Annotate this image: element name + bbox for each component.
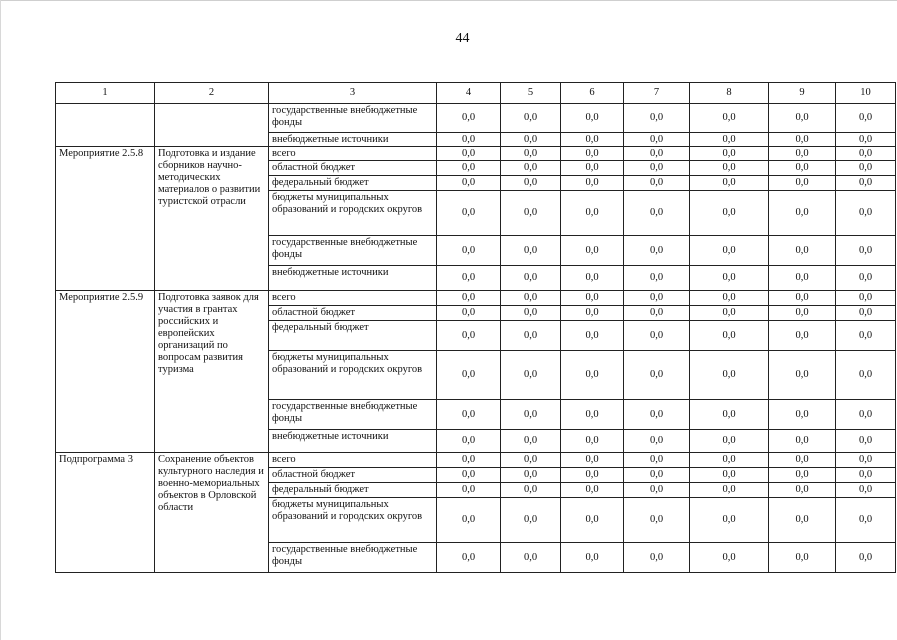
amount-cell: 0,0 [836,483,896,498]
amount-cell: 0,0 [690,104,769,133]
header-cell: 2 [155,83,269,104]
amount-cell: 0,0 [769,133,836,147]
amount-cell: 0,0 [624,104,690,133]
header-cell: 10 [836,83,896,104]
amount-cell: 0,0 [690,400,769,430]
amount-cell: 0,0 [624,291,690,306]
amount-cell: 0,0 [836,430,896,453]
amount-cell: 0,0 [836,104,896,133]
table-row [56,291,896,306]
amount-cell: 0,0 [769,453,836,468]
amount-cell: 0,0 [437,483,501,498]
amount-cell: 0,0 [437,543,501,573]
activity-description-cell [155,104,269,147]
amount-cell: 0,0 [561,176,624,191]
amount-cell: 0,0 [501,400,561,430]
amount-cell: 0,0 [501,468,561,483]
funding-source-cell: государственные внебюджетные фонды [269,236,437,266]
amount-cell: 0,0 [690,430,769,453]
amount-cell: 0,0 [690,291,769,306]
funding-source-cell: всего [269,453,437,468]
amount-cell: 0,0 [501,453,561,468]
amount-cell: 0,0 [561,306,624,321]
amount-cell: 0,0 [836,191,896,236]
funding-source-cell: федеральный бюджет [269,483,437,498]
amount-cell: 0,0 [836,453,896,468]
amount-cell: 0,0 [690,453,769,468]
amount-cell: 0,0 [769,176,836,191]
amount-cell: 0,0 [561,543,624,573]
amount-cell: 0,0 [437,430,501,453]
funding-source-cell: государственные внебюджетные фонды [269,104,437,133]
amount-cell: 0,0 [624,191,690,236]
activity-code-cell [56,104,155,147]
funding-source-cell: внебюджетные источники [269,133,437,147]
amount-cell: 0,0 [501,266,561,291]
table-row [56,104,896,133]
amount-cell: 0,0 [769,104,836,133]
amount-cell: 0,0 [769,483,836,498]
amount-cell: 0,0 [690,351,769,400]
table-row [56,453,896,468]
amount-cell: 0,0 [501,291,561,306]
amount-cell: 0,0 [501,430,561,453]
amount-cell: 0,0 [690,133,769,147]
amount-cell: 0,0 [437,351,501,400]
amount-cell: 0,0 [437,161,501,176]
amount-cell: 0,0 [690,543,769,573]
amount-cell: 0,0 [624,351,690,400]
amount-cell: 0,0 [690,191,769,236]
amount-cell: 0,0 [561,133,624,147]
amount-cell: 0,0 [501,543,561,573]
amount-cell: 0,0 [561,468,624,483]
budget-table [55,82,896,573]
activity-code-cell: Мероприятие 2.5.8 [56,147,155,291]
amount-cell: 0,0 [836,176,896,191]
amount-cell: 0,0 [437,236,501,266]
amount-cell: 0,0 [769,147,836,161]
amount-cell: 0,0 [437,176,501,191]
amount-cell: 0,0 [501,191,561,236]
amount-cell: 0,0 [769,321,836,351]
activity-code-cell: Подпрограмма 3 [56,453,155,573]
amount-cell: 0,0 [624,543,690,573]
amount-cell: 0,0 [437,400,501,430]
funding-source-cell: всего [269,291,437,306]
amount-cell: 0,0 [501,498,561,543]
amount-cell: 0,0 [836,147,896,161]
amount-cell: 0,0 [769,430,836,453]
amount-cell: 0,0 [624,483,690,498]
amount-cell: 0,0 [437,104,501,133]
table-row [56,147,896,161]
amount-cell: 0,0 [501,133,561,147]
amount-cell: 0,0 [769,400,836,430]
amount-cell: 0,0 [561,351,624,400]
amount-cell: 0,0 [624,266,690,291]
amount-cell: 0,0 [501,104,561,133]
amount-cell: 0,0 [836,321,896,351]
amount-cell: 0,0 [836,266,896,291]
amount-cell: 0,0 [437,133,501,147]
amount-cell: 0,0 [769,291,836,306]
amount-cell: 0,0 [561,400,624,430]
amount-cell: 0,0 [836,133,896,147]
amount-cell: 0,0 [624,133,690,147]
amount-cell: 0,0 [501,176,561,191]
amount-cell: 0,0 [437,191,501,236]
activity-description-cell: Подготовка и издание сборников научно-методических материалов о развитии туристской отрасли [155,147,269,291]
amount-cell: 0,0 [690,161,769,176]
amount-cell: 0,0 [624,321,690,351]
amount-cell: 0,0 [624,453,690,468]
activity-description-cell: Подготовка заявок для участия в грантах российских и европейских организаций по вопросам развития туризма [155,291,269,453]
amount-cell: 0,0 [769,266,836,291]
amount-cell: 0,0 [501,351,561,400]
amount-cell: 0,0 [769,306,836,321]
amount-cell: 0,0 [690,176,769,191]
amount-cell: 0,0 [561,236,624,266]
amount-cell: 0,0 [624,400,690,430]
amount-cell: 0,0 [836,236,896,266]
funding-source-cell: государственные внебюджетные фонды [269,543,437,573]
amount-cell: 0,0 [561,321,624,351]
amount-cell: 0,0 [690,147,769,161]
amount-cell: 0,0 [437,453,501,468]
amount-cell: 0,0 [437,291,501,306]
header-cell: 1 [56,83,155,104]
funding-source-cell: областной бюджет [269,468,437,483]
header-cell: 6 [561,83,624,104]
funding-source-cell: внебюджетные источники [269,266,437,291]
amount-cell: 0,0 [561,104,624,133]
funding-source-cell: бюджеты муниципальных образований и городских округов [269,191,437,236]
amount-cell: 0,0 [690,468,769,483]
amount-cell: 0,0 [690,321,769,351]
amount-cell: 0,0 [836,498,896,543]
funding-source-cell: областной бюджет [269,306,437,321]
activity-description-cell: Сохранение объектов культурного наследия и военно-мемориальных объектов в Орловской области [155,453,269,573]
amount-cell: 0,0 [501,483,561,498]
amount-cell: 0,0 [624,468,690,483]
amount-cell: 0,0 [501,321,561,351]
funding-source-cell: областной бюджет [269,161,437,176]
amount-cell: 0,0 [561,191,624,236]
amount-cell: 0,0 [624,176,690,191]
header-cell: 5 [501,83,561,104]
amount-cell: 0,0 [561,498,624,543]
funding-source-cell: федеральный бюджет [269,321,437,351]
amount-cell: 0,0 [690,306,769,321]
amount-cell: 0,0 [836,543,896,573]
header-row [56,83,896,104]
table-header [56,83,896,104]
amount-cell: 0,0 [437,321,501,351]
amount-cell: 0,0 [690,236,769,266]
amount-cell: 0,0 [437,498,501,543]
amount-cell: 0,0 [769,468,836,483]
amount-cell: 0,0 [769,351,836,400]
header-cell: 3 [269,83,437,104]
amount-cell: 0,0 [624,306,690,321]
amount-cell: 0,0 [437,266,501,291]
funding-source-cell: всего [269,147,437,161]
amount-cell: 0,0 [769,236,836,266]
amount-cell: 0,0 [561,291,624,306]
funding-source-cell: государственные внебюджетные фонды [269,400,437,430]
header-cell: 4 [437,83,501,104]
amount-cell: 0,0 [836,306,896,321]
amount-cell: 0,0 [561,430,624,453]
amount-cell: 0,0 [769,498,836,543]
amount-cell: 0,0 [624,498,690,543]
amount-cell: 0,0 [836,351,896,400]
header-cell: 7 [624,83,690,104]
header-cell: 9 [769,83,836,104]
amount-cell: 0,0 [561,483,624,498]
amount-cell: 0,0 [561,453,624,468]
amount-cell: 0,0 [437,468,501,483]
amount-cell: 0,0 [624,236,690,266]
amount-cell: 0,0 [624,147,690,161]
scan-left-edge [0,0,1,640]
amount-cell: 0,0 [690,498,769,543]
amount-cell: 0,0 [501,306,561,321]
amount-cell: 0,0 [624,430,690,453]
amount-cell: 0,0 [561,161,624,176]
amount-cell: 0,0 [624,161,690,176]
amount-cell: 0,0 [501,236,561,266]
amount-cell: 0,0 [769,191,836,236]
activity-code-cell: Мероприятие 2.5.9 [56,291,155,453]
amount-cell: 0,0 [769,161,836,176]
amount-cell: 0,0 [501,161,561,176]
amount-cell: 0,0 [836,291,896,306]
amount-cell: 0,0 [836,468,896,483]
amount-cell: 0,0 [437,147,501,161]
table-body [56,104,896,573]
amount-cell: 0,0 [769,543,836,573]
amount-cell: 0,0 [836,161,896,176]
page-number: 44 [455,31,470,46]
amount-cell: 0,0 [690,483,769,498]
funding-source-cell: бюджеты муниципальных образований и городских округов [269,498,437,543]
amount-cell: 0,0 [561,147,624,161]
amount-cell: 0,0 [690,266,769,291]
amount-cell: 0,0 [836,400,896,430]
scan-top-edge [0,0,897,1]
funding-source-cell: бюджеты муниципальных образований и городских округов [269,351,437,400]
amount-cell: 0,0 [437,306,501,321]
funding-source-cell: федеральный бюджет [269,176,437,191]
header-cell: 8 [690,83,769,104]
amount-cell: 0,0 [501,147,561,161]
funding-source-cell: внебюджетные источники [269,430,437,453]
amount-cell: 0,0 [561,266,624,291]
